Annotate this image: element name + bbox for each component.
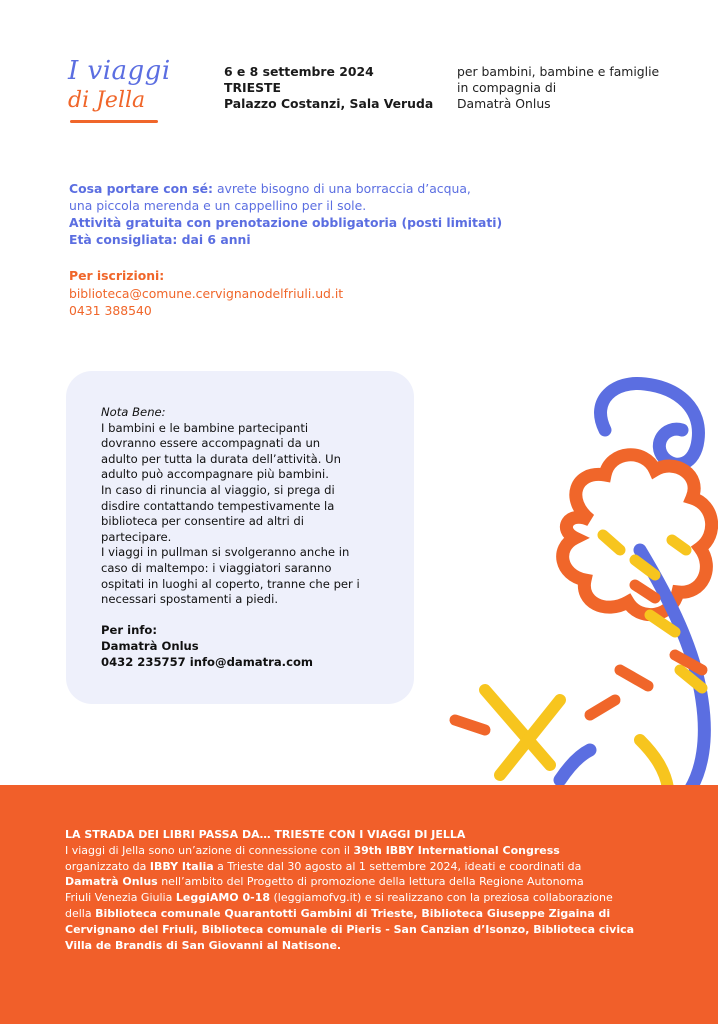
free-activity: Attività gratuita con prenotazione obbligatoria (posti limitati) xyxy=(69,215,503,230)
event-details xyxy=(224,64,433,112)
recommended-age: Età consigliata: dai 6 anni xyxy=(69,232,251,247)
note-line: I viaggi in pullman si svolgeranno anche in xyxy=(101,545,350,560)
logo-title-line1: I viaggi xyxy=(68,56,171,86)
footer-text-segment: Cervignano del Friuli, Biblioteca comunale di Pieris - San Canzian d’Isonzo, Biblioteca civica xyxy=(65,922,635,936)
bring-text-2: una piccola merenda e un cappellino per il sole. xyxy=(69,198,367,213)
event-city: TRIESTE xyxy=(224,80,281,95)
note-text xyxy=(101,405,391,608)
note-title: Nota Bene: xyxy=(101,405,166,419)
note-line: dovranno essere accompagnati da un xyxy=(101,436,321,451)
note-line: adulto per tutta la durata dell’attività. Un xyxy=(101,451,341,466)
registration-label: Per iscrizioni: xyxy=(69,268,165,283)
contact-info xyxy=(101,622,313,670)
note-line: I bambini e le bambine partecipanti xyxy=(101,420,309,435)
contact-org: Damatrà Onlus xyxy=(101,639,199,653)
note-line: disdire contattando tempestivamente la xyxy=(101,498,335,513)
yellow-arc-shape xyxy=(640,740,668,788)
event-venue: Palazzo Costanzi, Sala Veruda xyxy=(224,96,434,111)
footer-text-segment: LeggiAMO 0-18 xyxy=(175,891,270,905)
registration-email[interactable]: biblioteca@comune.cervignanodelfriuli.ud.it xyxy=(69,285,344,301)
note-card xyxy=(66,371,414,704)
note-line: adulto può accompagnare più bambini. xyxy=(101,467,329,482)
decorative-illustration xyxy=(440,370,718,790)
footer-text-segment: a Trieste dal 30 agosto al 1 settembre 2024, ideati e coordinati da xyxy=(213,859,582,873)
footer-text-segment: Biblioteca comunale Quarantotti Gambini di Trieste, Biblioteca Giuseppe Zigaina di xyxy=(95,906,611,920)
logo xyxy=(68,56,178,128)
footer-text-segment: organizzato da xyxy=(65,859,150,873)
orange-dash-shape xyxy=(455,720,485,730)
orange-dash-shape xyxy=(620,670,648,686)
footer-text-segment: IBBY Italia xyxy=(149,859,214,873)
orange-dash-shape xyxy=(590,700,615,715)
event-dates: 6 e 8 settembre 2024 xyxy=(224,64,374,79)
yellow-dash-shape xyxy=(603,535,620,550)
contact-details[interactable]: 0432 235757 info@damatra.com xyxy=(101,655,314,669)
footer-text-segment: Damatrà Onlus xyxy=(65,875,158,889)
yellow-dash-shape xyxy=(672,540,686,550)
footer-text-segment: 39th IBBY International Congress xyxy=(353,843,560,857)
footer-text-segment: (leggiamofvg.it) e si realizzano con la preziosa collaborazione xyxy=(270,891,613,905)
logo-title-line2: di Jella xyxy=(68,88,146,113)
note-line: necessari spostamenti a piedi. xyxy=(101,592,279,607)
audience-line1: per bambini, bambine e famiglie xyxy=(457,64,660,79)
bring-label: Cosa portare con sé: xyxy=(69,181,213,196)
footer-text xyxy=(65,827,665,953)
footer-heading: LA STRADA DEI LIBRI PASSA DA… TRIESTE CON I VIAGGI DI JELLA xyxy=(65,828,466,841)
contact-label: Per info: xyxy=(101,623,157,637)
footer-text-segment: Villa de Brandis di San Giovanni al Natisone. xyxy=(65,938,342,952)
registration-phone[interactable]: 0431 388540 xyxy=(69,303,152,318)
bring-text-1: avrete bisogno di una borraccia d’acqua, xyxy=(213,181,471,196)
footer-text-segment: nell’ambito del Progetto di promozione della lettura della Regione Autonoma xyxy=(157,875,584,889)
registration xyxy=(69,267,343,320)
logo-underline xyxy=(70,120,158,123)
orange-dash-shape xyxy=(635,585,655,598)
note-line: ospitati in luoghi al coperto, tranne che per i xyxy=(101,576,360,591)
footer xyxy=(0,785,718,1024)
audience xyxy=(457,64,659,112)
footer-text-segment: I viaggi di Jella sono un’azione di connessione con il xyxy=(65,843,354,857)
note-line: caso di maltempo: i viaggiatori saranno xyxy=(101,560,332,575)
note-line: partecipare. xyxy=(101,529,172,544)
blue-arc-shape xyxy=(560,750,590,780)
activity-info xyxy=(69,180,539,248)
audience-line3: Damatrà Onlus xyxy=(457,96,551,111)
footer-text-segment: Friuli Venezia Giulia xyxy=(65,891,176,905)
audience-line2: in compagnia di xyxy=(457,80,557,95)
note-line: biblioteca per consentire ad altri di xyxy=(101,514,304,529)
note-line: In caso di rinuncia al viaggio, si prega di xyxy=(101,482,335,497)
footer-text-segment: della xyxy=(65,906,96,920)
